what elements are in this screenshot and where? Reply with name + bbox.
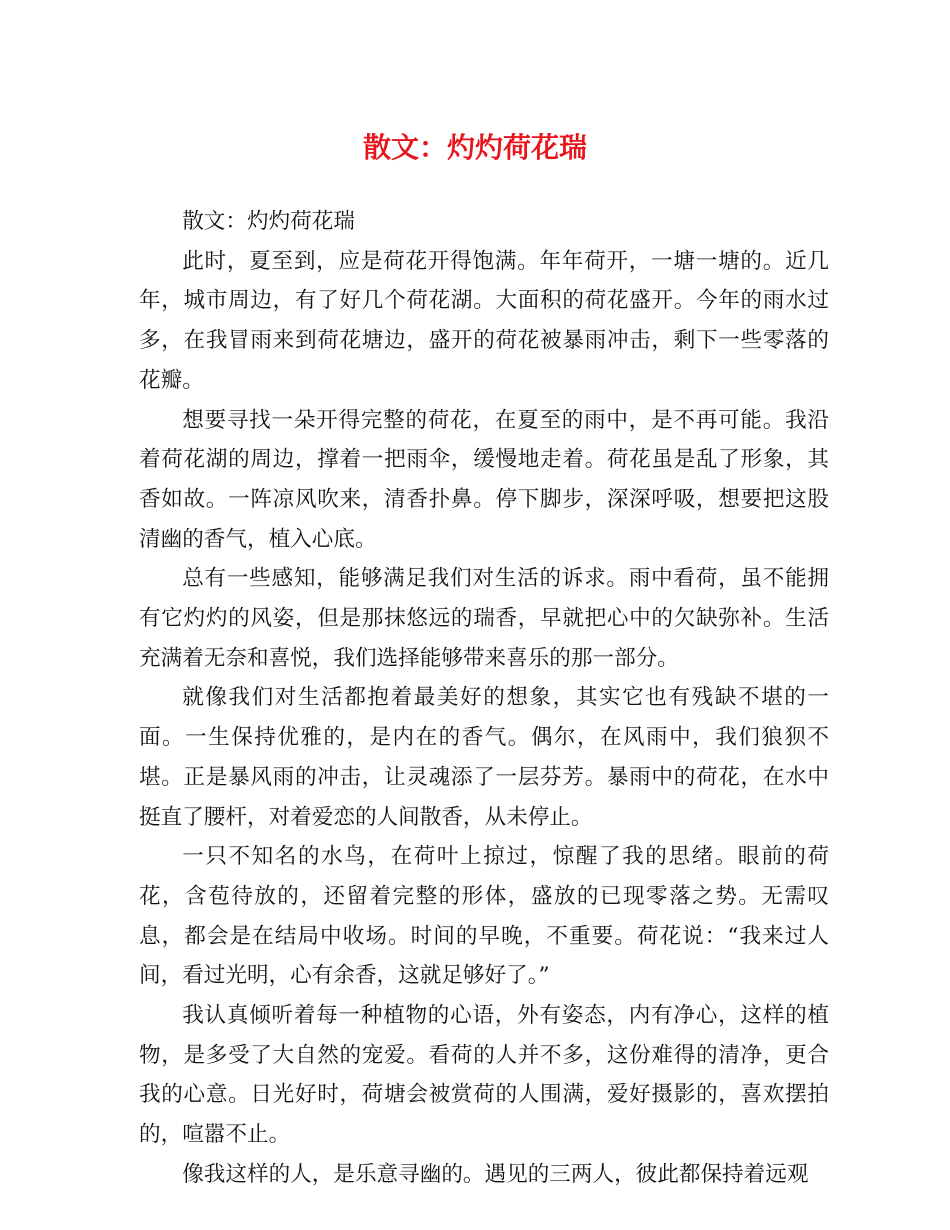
paragraph: 像我这样的人，是乐意寻幽的。遇见的三两人，彼此都保持着远观	[182, 1161, 809, 1187]
document-title: 散文：灼灼荷花瑞	[362, 131, 587, 164]
paragraph: 想要寻找一朵开得完整的荷花，在夏至的雨中，是不再可能。我沿着荷花湖的周边，撑着一把雨伞，缓慢地走着。荷花虽是乱了形象，其香如故。一阵凉风吹来，清香扑鼻。停下脚步，深深呼吸，想要把这股清幽的香气，植入心底。	[139, 407, 829, 552]
paragraph: 我认真倾听着每一种植物的心语，外有姿态，内有净心，这样的植物，是多受了大自然的宠爱。看荷的人并不多，这份难得的清净，更合我的心意。日光好时，荷塘会被赏荷的人围满，爱好摄影的，喜欢摆拍的，喧嚣不止。	[139, 1003, 829, 1148]
paragraph: 此时，夏至到，应是荷花开得饱满。年年荷开，一塘一塘的。近几年，城市周边，有了好几个荷花湖。大面积的荷花盛开。今年的雨水过多，在我冒雨来到荷花塘边，盛开的荷花被暴雨冲击，剩下一些零落的花瓣。	[139, 248, 829, 393]
paragraph: 就像我们对生活都抱着最美好的想象，其实它也有残缺不堪的一面。一生保持优雅的，是内在的香气。偶尔，在风雨中，我们狼狈不堪。正是暴风雨的冲击，让灵魂添了一层芬芳。暴雨中的荷花，在水中挺直了腰杆，对着爱恋的人间散香，从未停止。	[139, 685, 829, 830]
paragraph: 一只不知名的水鸟，在荷叶上掠过，惊醒了我的思绪。眼前的荷花，含苞待放的，还留着完整的形体，盛放的已现零落之势。无需叹息，都会是在结局中收场。时间的早晚，不重要。荷花说：“我来过人间，看过光明，心有余香，这就足够好了。”	[139, 844, 829, 989]
paragraph: 总有一些感知，能够满足我们对生活的诉求。雨中看荷，虽不能拥有它灼灼的风姿，但是那抹悠远的瑞香，早就把心中的欠缺弥补。生活充满着无奈和喜悦，我们选择能够带来喜乐的那一部分。	[139, 566, 829, 671]
document-body	[139, 202, 829, 1195]
paragraph-subtitle: 散文：灼灼荷花瑞	[182, 209, 355, 234]
